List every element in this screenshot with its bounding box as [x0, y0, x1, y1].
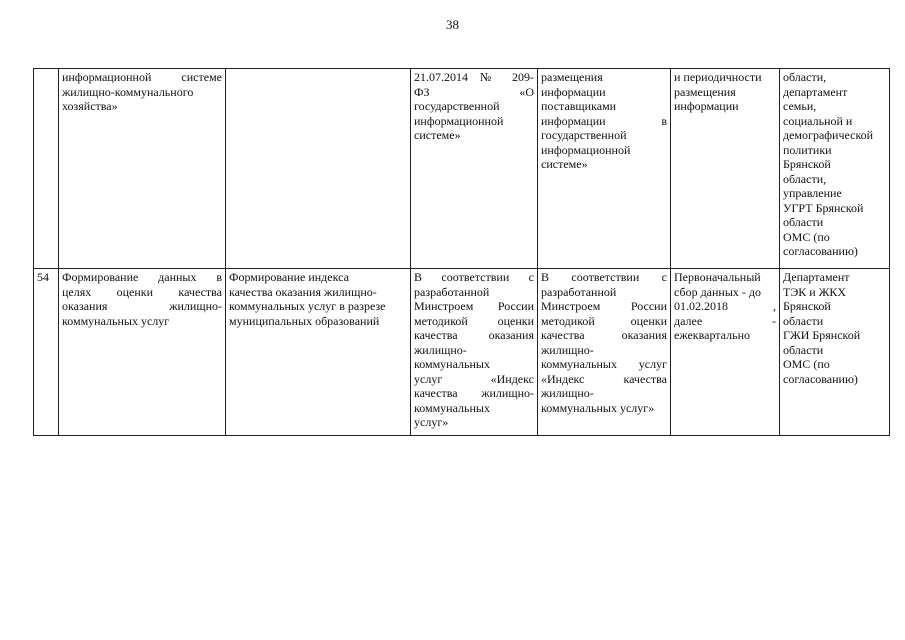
cell-text-line: сбор данных - до: [674, 284, 762, 299]
cell-text-line: области: [783, 342, 824, 357]
cell-deadline: [671, 69, 780, 269]
cell-mechanism: [538, 69, 671, 269]
cell-text-line: размещения: [541, 70, 603, 84]
cell-text-line: муниципальных образований: [229, 313, 380, 328]
cell-text-line: политики: [783, 142, 832, 157]
cell-basis: [411, 69, 538, 269]
cell-text-line: поставщиками: [541, 99, 617, 113]
cell-text-line: Брянской: [783, 299, 831, 313]
cell-text-line: целях оценки качества: [62, 284, 222, 299]
cell-text-line: Первоначальный: [674, 270, 761, 284]
cell-text-line: ОМС (по: [783, 229, 830, 244]
cell-text-line: Брянской: [783, 157, 831, 171]
cell-text-line: Департамент: [783, 270, 850, 284]
cell-text-line: Формирование индекса: [229, 270, 349, 284]
cell-text-line: «Индекс качества: [541, 371, 667, 386]
cell-text-line: согласованию): [783, 371, 858, 386]
cell-text-line: области,: [783, 70, 827, 84]
cell-number: 54: [34, 269, 59, 436]
cell-text-line: 01.02.2018 ,: [674, 299, 776, 313]
page-number: 38: [446, 17, 459, 32]
cell-text-line: семьи,: [783, 99, 817, 113]
cell-text-line: Минстроем России: [541, 299, 667, 313]
cell-measure: [59, 69, 226, 269]
cell-text-line: области: [783, 313, 824, 328]
cell-activity: [226, 269, 411, 436]
table-row: [34, 269, 890, 436]
cell-text-line: согласованию): [783, 244, 858, 258]
cell-text-line: качества оказания: [541, 328, 667, 342]
cell-mechanism: [538, 269, 671, 436]
cell-text-line: области,: [783, 171, 827, 186]
cell-measure: [59, 269, 226, 436]
cell-text-line: Формирование данных в: [62, 270, 222, 284]
cell-text-line: хозяйства»: [62, 99, 118, 113]
cell-text-line: информации: [674, 99, 739, 113]
cell-text-line: государственной: [541, 128, 627, 142]
cell-text-line: жилищно-: [541, 386, 594, 400]
cell-text-line: услуг»: [414, 415, 449, 429]
cell-text-line: ТЭК и ЖКХ: [783, 284, 847, 299]
cell-text-line: разработанной: [541, 284, 617, 299]
cell-text-line: и периодичности: [674, 70, 762, 84]
cell-text-line: методикой оценки: [541, 313, 667, 328]
cell-text-line: коммунальных: [414, 357, 490, 371]
cell-activity: [226, 69, 411, 269]
cell-text-line: информационной: [541, 142, 631, 157]
cell-text-line: департамент: [783, 84, 848, 99]
cell-text-line: Минстроем России: [414, 299, 534, 313]
cell-text-line: государственной: [414, 99, 500, 113]
cell-text-line: УГРТ Брянской: [783, 200, 864, 215]
cell-text-line: информации: [541, 84, 606, 99]
cell-text-line: коммунальных: [414, 400, 490, 415]
cell-text-line: жилищно-: [414, 342, 467, 357]
cell-text-line: социальной и: [783, 113, 853, 128]
cell-text-line: управление: [783, 186, 842, 200]
cell-text-line: 21.07.2014 № 209-: [414, 70, 534, 84]
cell-text-line: методикой оценки: [414, 313, 534, 328]
cell-number: [34, 69, 59, 269]
cell-text-line: услуг «Индекс: [414, 371, 534, 386]
table-body: [34, 69, 890, 436]
cell-text-line: В соответствии с: [541, 270, 667, 284]
cell-text-line: информации в: [541, 113, 667, 128]
cell-text-line: ежеквартально: [674, 328, 750, 342]
cell-basis: [411, 269, 538, 436]
table-row: [34, 69, 890, 269]
cell-text-line: ОМС (по: [783, 357, 830, 371]
cell-text-line: информационной: [414, 113, 504, 128]
cell-text-line: области: [783, 215, 824, 229]
cell-responsible: [780, 269, 890, 436]
cell-text-line: жилищно-: [541, 342, 594, 357]
cell-text-line: качества оказания: [414, 328, 534, 342]
cell-text-line: качества оказания жилищно-: [229, 284, 377, 299]
cell-text-line: коммунальных услуг»: [541, 400, 655, 415]
cell-text-line: жилищно-коммунального: [62, 84, 194, 99]
cell-text-line: коммунальных услуг в разрезе: [229, 299, 386, 313]
cell-text-line: демографической: [783, 128, 874, 142]
measures-table: [33, 68, 890, 436]
cell-responsible: [780, 69, 890, 269]
cell-text-line: оказания жилищно-: [62, 299, 222, 313]
cell-text-line: качества жилищно-: [414, 386, 534, 400]
cell-text-line: ФЗ «О: [414, 84, 534, 99]
cell-deadline: [671, 269, 780, 436]
cell-text-line: размещения: [674, 84, 736, 99]
cell-text-line: системе»: [541, 157, 588, 171]
cell-text-line: системе»: [414, 128, 461, 142]
cell-text-line: разработанной: [414, 284, 490, 299]
cell-text-line: информационной системе: [62, 70, 222, 84]
cell-text-line: коммунальных услуг: [541, 357, 667, 371]
cell-text-line: далее -: [674, 313, 776, 328]
cell-text-line: ГЖИ Брянской: [783, 328, 861, 342]
cell-text-line: коммунальных услуг: [62, 313, 170, 328]
cell-text-line: В соответствии с: [414, 270, 534, 284]
